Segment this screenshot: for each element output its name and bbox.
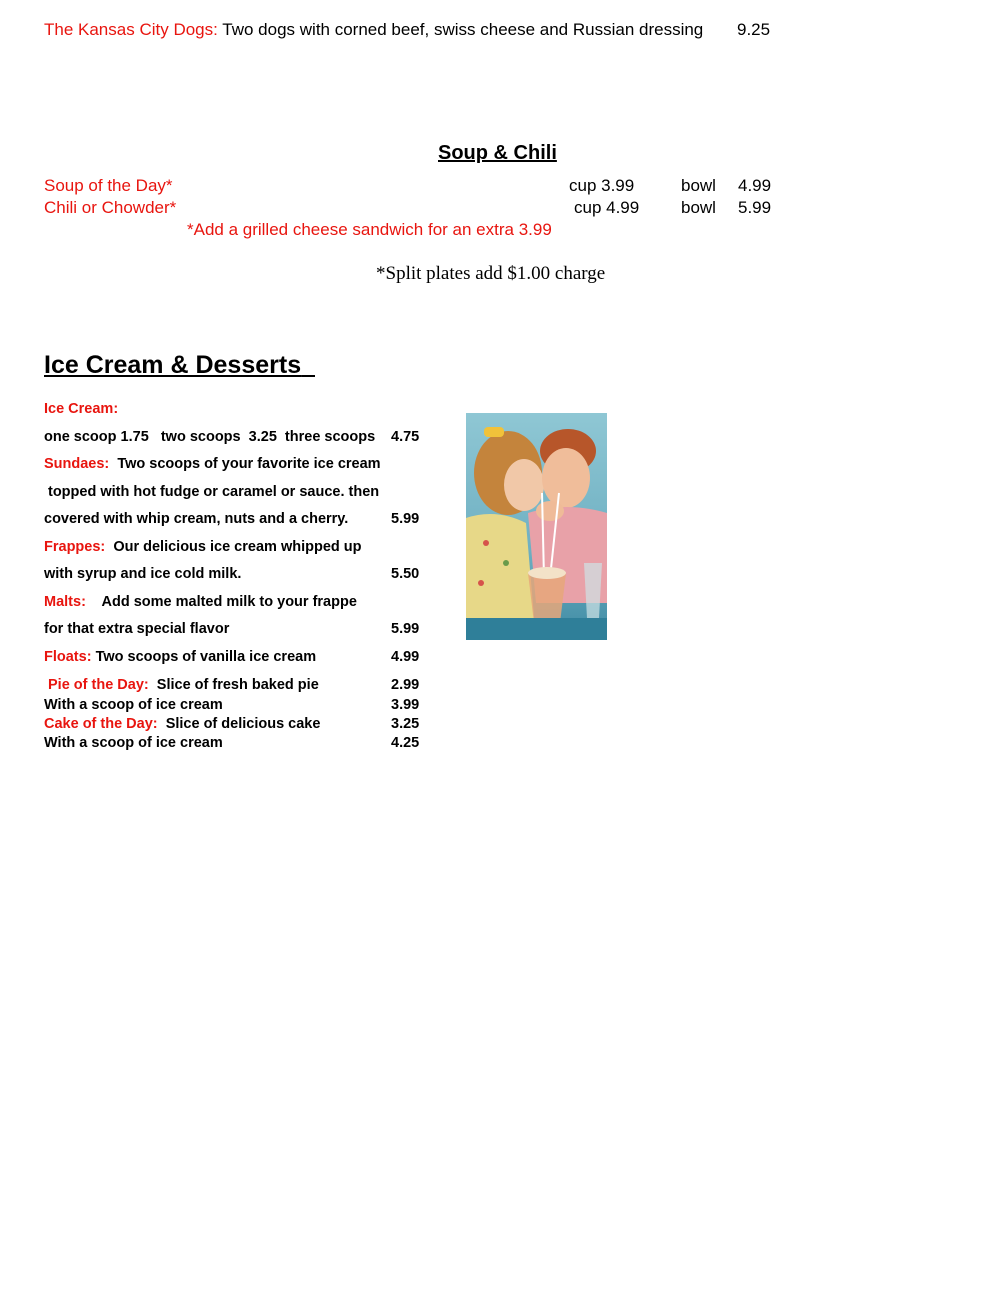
frappes-line-2: with syrup and ice cold milk. <box>44 566 242 582</box>
floats-price: 4.99 <box>391 649 420 665</box>
malts-price: 5.99 <box>391 621 420 637</box>
soup-item-name: Soup of the Day* <box>44 176 173 195</box>
hotdog-item <box>44 20 703 40</box>
pie-price: 2.99 <box>391 677 420 693</box>
soup-bowl-price: 4.99 <box>738 176 772 195</box>
malts-line-1: Malts: Add some malted milk to your frappe <box>44 594 357 610</box>
cake-price: 3.25 <box>391 716 420 732</box>
pie-line: Pie of the Day: Slice of fresh baked pie <box>48 677 319 693</box>
sundaes-line-3: covered with whip cream, nuts and a cherry. <box>44 511 349 527</box>
ice-cream-price: 4.75 <box>391 429 420 445</box>
malts-line-2: for that extra special flavor <box>44 621 230 637</box>
hotdog-price: 9.25 <box>737 20 771 39</box>
sundaes-line-1: Sundaes: Two scoops of your favorite ice cream <box>44 456 381 472</box>
cake-line: Cake of the Day: Slice of delicious cake <box>44 716 321 732</box>
chili-cup-price: cup 4.99 <box>574 198 640 217</box>
pie-scoop-line: With a scoop of ice cream <box>44 697 223 713</box>
chili-bowl-label: bowl <box>681 198 716 217</box>
soup-cup-price: cup 3.99 <box>569 176 635 195</box>
cake-scoop-price: 4.25 <box>391 735 420 751</box>
dessert-section-title: Ice Cream & Desserts <box>44 351 302 379</box>
chili-bowl-price: 5.99 <box>738 198 772 217</box>
grilled-cheese-note: *Add a grilled cheese sandwich for an extra 3.99 <box>187 220 552 239</box>
soup-bowl-label: bowl <box>681 176 716 195</box>
floats-line: Floats: Two scoops of vanilla ice cream <box>44 649 317 665</box>
retro-couple-sharing-soda-image <box>466 413 607 640</box>
ice-cream-text: one scoop 1.75 two scoops 3.25 three scoops <box>44 429 376 445</box>
pie-scoop-price: 3.99 <box>391 697 420 713</box>
frappes-line-1: Frappes: Our delicious ice cream whipped up <box>44 539 362 555</box>
ice-cream-label: Ice Cream: <box>44 401 119 417</box>
cake-scoop-line: With a scoop of ice cream <box>44 735 223 751</box>
soup-section-title: Soup & Chili <box>438 142 557 164</box>
chili-item-name: Chili or Chowder* <box>44 198 177 217</box>
frappes-price: 5.50 <box>391 566 420 582</box>
split-plate-note: *Split plates add $1.00 charge <box>376 263 606 284</box>
hotdog-description: Two dogs with corned beef, swiss cheese and Russian dressing <box>222 20 704 39</box>
hotdog-name: The Kansas City Dogs: <box>44 20 218 39</box>
sundaes-price: 5.99 <box>391 511 420 527</box>
sundaes-line-2: topped with hot fudge or caramel or sauce. then <box>48 484 380 500</box>
